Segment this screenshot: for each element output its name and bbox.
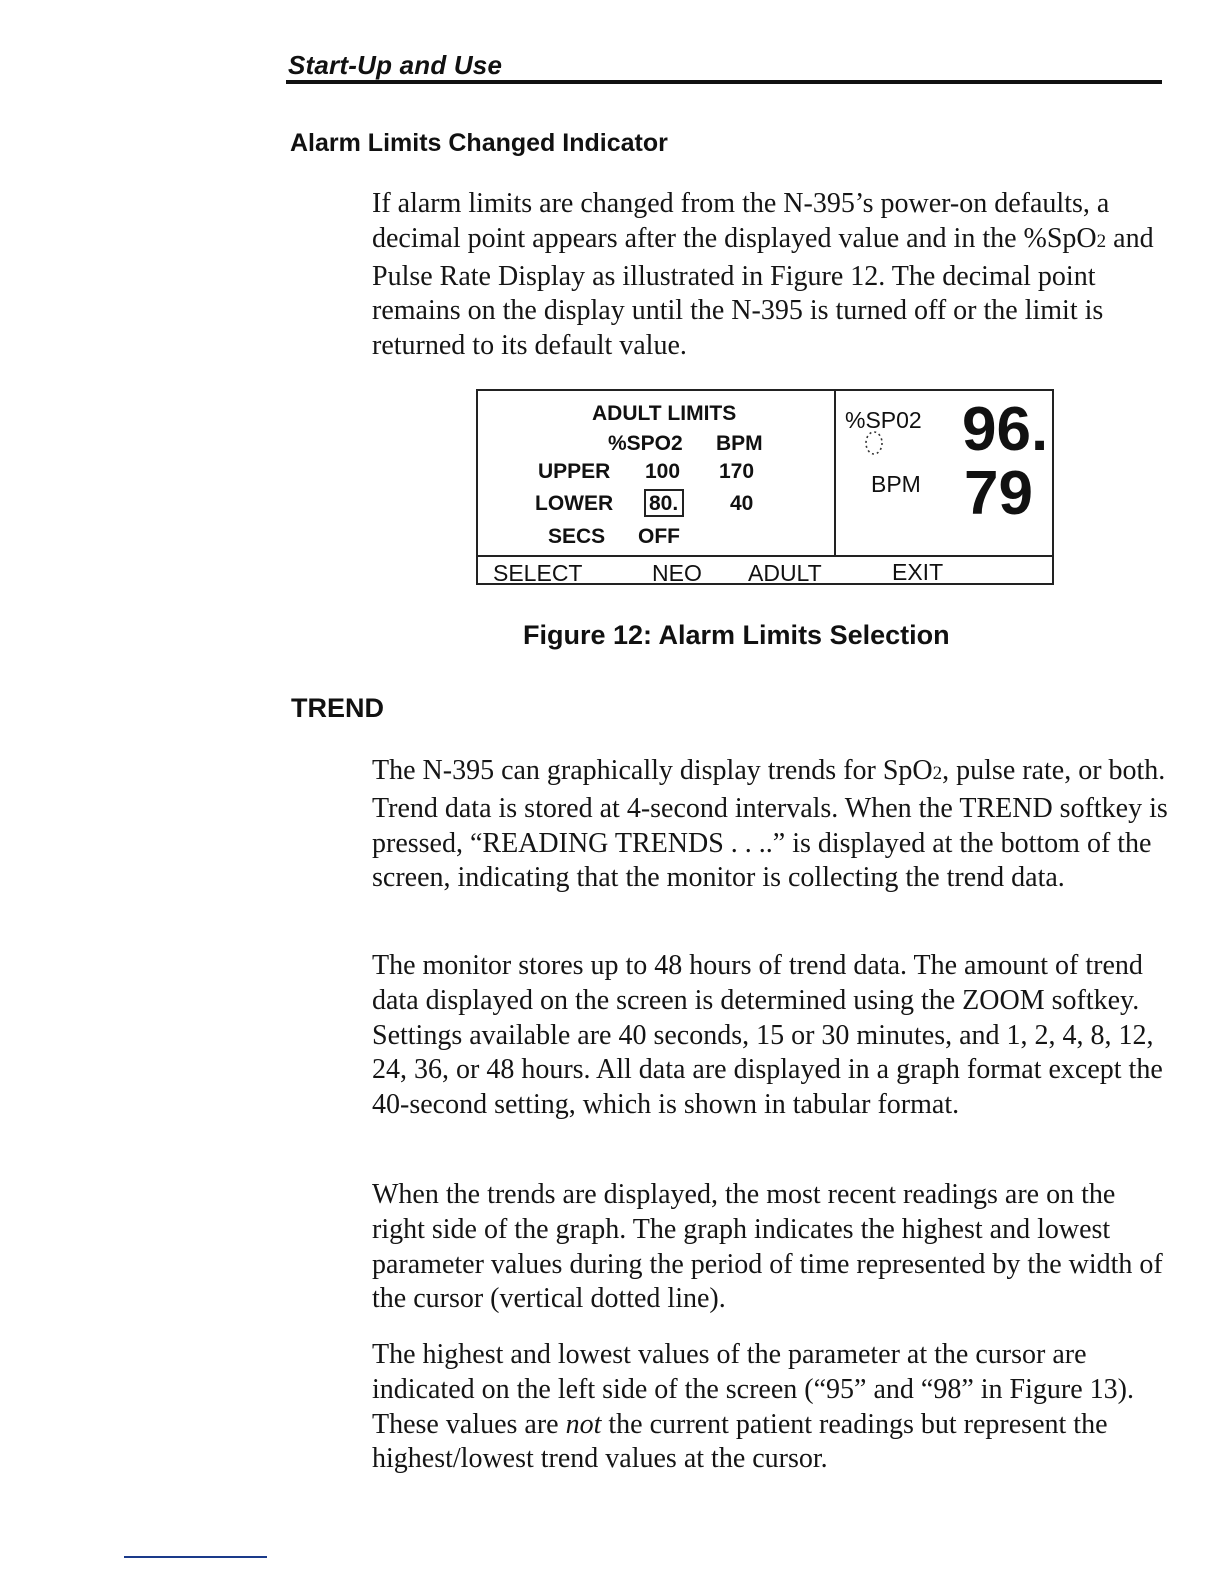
softkey-adult: ADULT: [748, 560, 822, 586]
header-rule: [286, 80, 1162, 84]
bpm-label: BPM: [871, 471, 921, 497]
text-run: the current patient readings but represent the highest/lowest trend values at the cursor.: [372, 1408, 1108, 1475]
text-run: The highest and lowest values of the parameter at the cursor are indicated on the left side of the screen (“95” and “98” in Figure 13). These values are: [372, 1339, 1134, 1440]
text-run: If alarm limits are changed from the N-395’s power-on defaults, a decimal point appears after the displayed value and in the %SpO: [372, 188, 1110, 254]
secs-label: SECS: [548, 525, 606, 548]
lower-bpm-value: 40: [730, 492, 754, 515]
display-vertical-divider: [834, 391, 836, 556]
text-run: When the trends are displayed, the most recent readings are on the right side of the graph. The graph indicates the highest and lowest parameter values during the period of time represented by the width of the cursor (vertical dotted line).: [372, 1179, 1163, 1315]
text-run: The N-395 can graphically display trends for SpO: [372, 755, 933, 786]
softkey-neo: NEO: [652, 560, 702, 586]
lower-spo2-value: 80.: [649, 492, 679, 515]
trend-paragraph-2: [372, 949, 1172, 1123]
footer-rule: [124, 1556, 267, 1558]
text-run: 2: [932, 763, 943, 784]
pulse-rate-reading: 79: [964, 459, 1033, 528]
spo2-label: %SP02: [845, 407, 922, 433]
running-header: Start-Up and Use: [288, 50, 503, 80]
softkey-exit: EXIT: [892, 559, 944, 585]
figure-caption: Figure 12: Alarm Limits Selection: [523, 620, 950, 650]
column-header-spo2: %SPO2: [608, 432, 683, 455]
alarm-limits-heading: Alarm Limits Changed Indicator: [290, 129, 668, 157]
text-run: and Pulse Rate Display as illustrated in Figure 12. The decimal point remains on the display until the N-395 is turned off or the limit is returned to its default value.: [372, 222, 1154, 362]
trend-paragraph-3: [372, 1178, 1172, 1317]
text-run: , pulse rate, or both. Trend data is stored at 4-second intervals. When the TREND softkey is pressed, “READING TRENDS . . ..” is displayed at the bottom of the screen, indicating that the monitor is collecting the trend data.: [372, 755, 1168, 894]
softkey-select: SELECT: [493, 560, 583, 586]
pulse-indicator-icon: [864, 429, 884, 457]
secs-value: OFF: [638, 525, 680, 548]
alarm-limits-paragraph: [372, 187, 1172, 364]
adult-limits-title: ADULT LIMITS: [592, 402, 737, 425]
text-run: The monitor stores up to 48 hours of trend data. The amount of trend data displayed on the screen is determined using the ZOOM softkey. Settings available are 40 seconds, 15 or 30 minutes, and 1, 2, 4, 8, 12, 24, 36, or 48 hours. All data are displayed in a graph format except the 40-second setting, which is shown in tabular format.: [372, 950, 1163, 1121]
column-header-bpm: BPM: [716, 432, 763, 455]
monitor-display: [476, 389, 1054, 585]
display-horizontal-divider: [478, 555, 1052, 557]
text-run: 2: [1096, 230, 1107, 252]
trend-paragraph-1: [372, 754, 1172, 896]
text-run: not: [565, 1408, 602, 1440]
upper-spo2-value: 100: [645, 460, 681, 483]
spo2-reading: 96.: [962, 395, 1049, 464]
upper-label: UPPER: [538, 460, 611, 483]
upper-bpm-value: 170: [719, 460, 755, 483]
trend-heading: TREND: [291, 693, 384, 723]
trend-paragraph-4: [372, 1338, 1172, 1477]
lower-label: LOWER: [535, 492, 614, 515]
